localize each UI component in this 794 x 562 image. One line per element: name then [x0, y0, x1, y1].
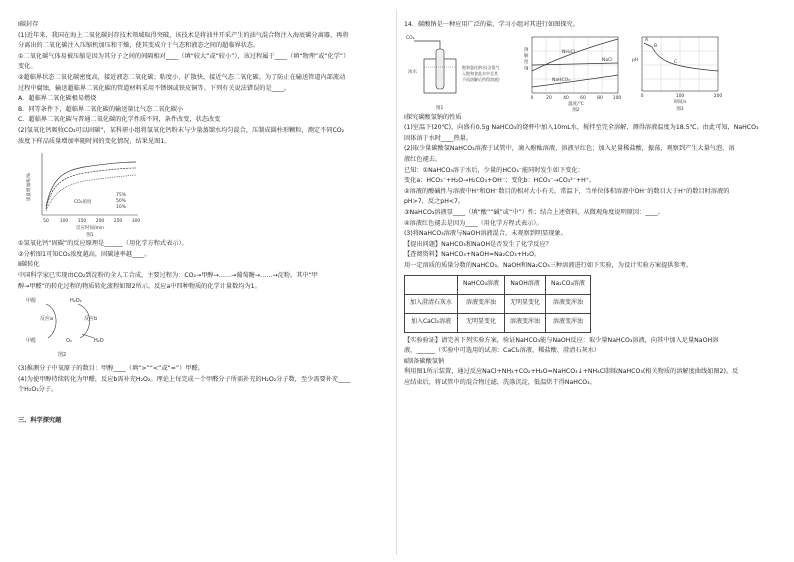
- text-line: (4)为使甲醇持续转化为甲醛，反应b需补充H₂O₂。理论上每完成一个甲醛分子所需补充的H₂O₂分子数，至少需要补充____: [18, 375, 351, 383]
- nh4cl-curve: [532, 39, 618, 71]
- text-line: (1)近年来，我国在海上二氧化碳封存技术领域取得突破，该技术是将油井开采产生的油气混合物注入海底碳分离器，再将: [18, 31, 349, 39]
- text-line: 【提出问题】NaHCO₃和NaOH是否发生了化学反应？: [404, 240, 552, 248]
- text-line: Ⅰ探究碳酸氢钠的性质: [404, 113, 462, 121]
- xtick: 100: [675, 93, 685, 99]
- note-line: 饱和氯化钠水(含氨气: [462, 64, 500, 70]
- text-line: 变化a：HCO₃⁻+H₂O→H₂CO₃+OH⁻；变化b：HCO₃⁻→CO₃²⁻+H⁺。: [404, 177, 596, 185]
- text-line: A．超临界二氧化碳极易燃烧: [18, 95, 97, 103]
- text-line: 用一定溶质的质量分数的NaHCO₃、NaOH和Na₂CO₃三种溶液进行如下实验，为设计实验方案提供参考。: [404, 261, 693, 269]
- text-line: (3)将NaHCO₃溶液与NaOH溶液混合，未观察到明显现象。: [404, 230, 567, 238]
- fig2-arrow-h2o: [82, 334, 94, 338]
- point-b: B: [654, 43, 658, 49]
- fig1-xtick: 300: [131, 219, 141, 225]
- fig1-caption: 图1: [86, 233, 94, 239]
- table-cell: NaOH溶液: [505, 275, 546, 294]
- text-line: (2)取少量碳酸氢NaHCO₃溶液于试管中，滴入酚酞溶液，溶液呈红色；加入足量稀盐酸，振荡，观察到产生大量气泡，溶: [404, 145, 735, 153]
- text-line: 液红色褪去。: [404, 155, 442, 163]
- text-line: ②溶液的酸碱性与溶液中H⁺和OH⁻数目的相对大小有关。常温下，当单位体积溶液中OH⁻的数目大于H⁺的数目时溶液的: [404, 187, 730, 195]
- text-line: (3)推测分子中氧原子的数目：甲醇____（填“>”“<”或“=”）甲醛。: [18, 365, 204, 373]
- series-nahco3: NaHCO₃: [552, 77, 570, 83]
- nacl-curve: [532, 63, 618, 65]
- series-nacl: NaCl: [602, 57, 613, 63]
- text-line: Ⅱ碳转化: [18, 261, 40, 269]
- text-line: ①氢氧化钙“固碳”的反应原理是______（用化学方程式表示）。: [18, 240, 188, 248]
- xtick: 200: [713, 93, 722, 99]
- fig2-o2: O₂: [66, 338, 72, 345]
- ylabel-char: /g: [524, 65, 529, 71]
- text-line: (1)室温下(20℃)，向盛有0.5g NaHCO₃的烧杯中加入10mL水，搅拌至完全溶解，测得溶液温度为18.5℃。由此可知，NaHCO₃: [404, 124, 759, 132]
- experiment-table: [404, 275, 591, 333]
- table-cell: Na₂CO₃溶液: [546, 275, 591, 294]
- test-tube: [436, 49, 444, 89]
- fig1-xtick: 50: [43, 219, 49, 225]
- xlabel: 时间/s: [673, 99, 687, 105]
- table-cell: [405, 275, 458, 294]
- xtick: 100: [612, 95, 622, 101]
- text-line: 浓度下样品质量增加率随时间的变化情况，结果见图1。: [18, 137, 171, 145]
- left-text-block-3: [18, 364, 391, 396]
- point-a: A: [645, 37, 649, 43]
- point-c: C: [674, 59, 678, 65]
- ylabel-char: 度: [524, 59, 529, 65]
- text-line: 液，______（实验中可选用的试剂：CaCl₂溶液、稀盐酸、澄清石灰水）: [404, 347, 601, 355]
- note-line: 不再溶解后所得溶液): [462, 76, 500, 82]
- right-text-block-after: [404, 336, 780, 389]
- fig-a-caption: 图1: [436, 105, 444, 111]
- fig2-h2o2: H₂O₂: [70, 298, 82, 305]
- fig-b-caption: 图2: [572, 107, 580, 113]
- text-line: 醇→甲醛”的转化过程的物质转化流程如图2所示。反应a中四种物质的化学计量数均为1。: [18, 282, 261, 290]
- text-line: B．同等条件下，超临界二氧化碳的输送量比气态二氧化碳小: [18, 105, 184, 113]
- table-row: [405, 275, 591, 294]
- xtick: 0: [530, 95, 534, 101]
- text-line: 【查阅资料】NaHCO₃+NaOH=Na₂CO₃+H₂O。: [404, 251, 541, 259]
- xlabel: 温度/℃: [568, 101, 584, 107]
- text-line: C．超临界二氧化碳与普通二氧化碳的化学性质不同，条件改变，状态改变: [18, 116, 221, 124]
- table-cell: 加入澄清石灰水: [405, 294, 458, 313]
- text-line: Ⅰ碳封存: [18, 21, 39, 28]
- xtick: 0: [640, 93, 644, 99]
- fig1-xtick: 250: [113, 219, 123, 225]
- table-cell: 溶液变浑浊: [458, 294, 505, 313]
- text-line: 变化。: [18, 63, 37, 71]
- xtick: 80: [597, 95, 603, 101]
- text-line: 利用图1所示装置，通过反应NaCl+NH₃+CO₂+H₂O=NaHCO₃↓+NH₄Cl制取NaHCO₃(相关物质的溶解度曲线如图2)。反: [404, 368, 739, 376]
- column-divider: [396, 10, 397, 555]
- ylabel-char: 解: [524, 53, 529, 59]
- left-text-block-2: [18, 239, 391, 292]
- table-cell: 溶液变浑浊: [546, 313, 591, 332]
- ph-ylabel: pH: [632, 57, 639, 63]
- text-line: 【实验验证】请完善下列实验方案，验证NaHCO₃能与NaOH反应：取少量NaHCO₃溶液，向其中加入足量NaOH溶: [404, 336, 719, 344]
- text-line: ②超临界状态二氧化碳密度高，接近液态二氧化碳；粘度小、扩散快，接近气态二氧化碳。为了防止在输送管道内部流动: [18, 73, 346, 81]
- table-row: [405, 294, 591, 313]
- text-line: Ⅱ制备碳酸氢钠: [404, 357, 445, 365]
- fig2-react-b: 反应b: [84, 316, 98, 323]
- ylabel-char: 溶: [524, 47, 529, 53]
- left-column: [18, 20, 391, 426]
- xtick: 40: [563, 95, 569, 101]
- fig1-legend-50: 50%: [116, 199, 127, 205]
- figure-2-diagram: [22, 292, 132, 364]
- fig1-xtick: 150: [77, 219, 87, 225]
- text-line: 应结束后，将试管中的混合物过滤，洗涤沉淀，低温烘干得NaHCO₃。: [404, 378, 596, 386]
- nahco3-curve: [532, 75, 618, 87]
- text-line: 固体溶于水时____热量。: [404, 134, 473, 142]
- fig1-xtick: 200: [95, 219, 105, 225]
- right-figures: [404, 31, 780, 113]
- text-line: pH>7，反之pH<7。: [404, 198, 465, 206]
- fig2-formaldehyde: 甲醛: [26, 338, 37, 345]
- xtick: 20: [546, 95, 552, 101]
- table-cell: NaHCO₃溶液: [458, 275, 505, 294]
- table-cell: 加入CaCl₂溶液: [405, 313, 458, 332]
- figure-1-chart: [24, 147, 144, 239]
- question-intro: 14．碳酸钠是一种应用广泛的盐，学习小组对其进行如图探究。: [404, 21, 579, 28]
- solubility-chart: [522, 31, 624, 113]
- text-line: 分离出的二氧化碳注入压缩机加压和干燥，使其变成介于气态和液态之间的超临界状态。: [18, 42, 260, 50]
- fig-c-caption: 图3: [676, 106, 684, 112]
- apparatus-figure: [404, 31, 516, 113]
- xtick: 60: [580, 95, 586, 101]
- fig2-react-a: 反应a: [40, 316, 54, 323]
- fig2-methanol: 甲醇: [26, 298, 37, 305]
- text-line: 个H₂O₂分子。: [18, 386, 58, 394]
- fig1-xlabel: 反应时间/min: [75, 226, 105, 232]
- co2-label: CO₂: [406, 35, 415, 41]
- text-line: 已知：①NaHCO₃溶于水后，少量的HCO₃⁻能同时发生如下变化：: [404, 166, 584, 174]
- text-line: ③NaHCO₃溶液显____（填“酸”“碱”或“中”）性；结合上述资料，从微观角度说明原因：____。: [404, 208, 664, 216]
- fig2-caption: 图2: [58, 352, 67, 359]
- text-line: 中国科学家已实现由CO₂到淀粉的全人工合成，主要过程为：CO₂→甲醇→……→葡萄糖→……→淀粉。其中“甲: [18, 271, 318, 279]
- note-line: 入饱和食盐水中至其: [462, 70, 498, 76]
- right-text-block: [404, 113, 780, 272]
- right-column: [404, 20, 780, 388]
- left-text-block-1: [18, 20, 391, 147]
- table-cell: 溶液变浑浊: [546, 294, 591, 313]
- text-line: ④溶液红色褪去是因为____（用化学方程式表示）。: [404, 219, 543, 227]
- fig1-ylabel: 质量增加率/%: [27, 172, 32, 202]
- fig1-legend-title: CO₂浓度: [74, 200, 92, 206]
- fig1-legend-10: 10%: [116, 205, 127, 211]
- series-nh4cl: NH₄Cl: [562, 49, 575, 55]
- fig1-xtick: 100: [59, 219, 69, 225]
- table-row: [405, 313, 591, 332]
- table-cell: 无明显变化: [458, 313, 505, 332]
- text-line: ①二氧化碳气体易被压缩是因为其分子之间的间隔相对____（填“较大”或“较小”），该过程属于____（填“物理”或“化学”）: [18, 52, 350, 60]
- text-line: 过程中腐蚀，输送超临界二氧化碳的管道材料采用不锈钢或铁皮铜等。下列有关说法错误的是____。: [18, 84, 291, 92]
- fig1-legend-75: 75%: [116, 193, 127, 199]
- fig2-h2o: H₂O: [94, 338, 104, 345]
- ice-water-label: 冰水: [408, 69, 417, 75]
- table-cell: 溶液变浑浊: [505, 313, 546, 332]
- text-line: (2)氢氧化钙吸收CO₂可以固碳”，某科研小组将氢氧化钙粉末与少量蒸馏水均匀混合，压制成圆柱形颗粒，测定不同CO₂: [18, 126, 345, 134]
- ph-chart: [630, 31, 722, 113]
- table-cell: 无明显变化: [505, 294, 546, 313]
- text-line: ②分析图1可知CO₂浓度越高，固碳速率越____。: [18, 250, 151, 258]
- section-heading: 三、科学探究题: [18, 416, 62, 424]
